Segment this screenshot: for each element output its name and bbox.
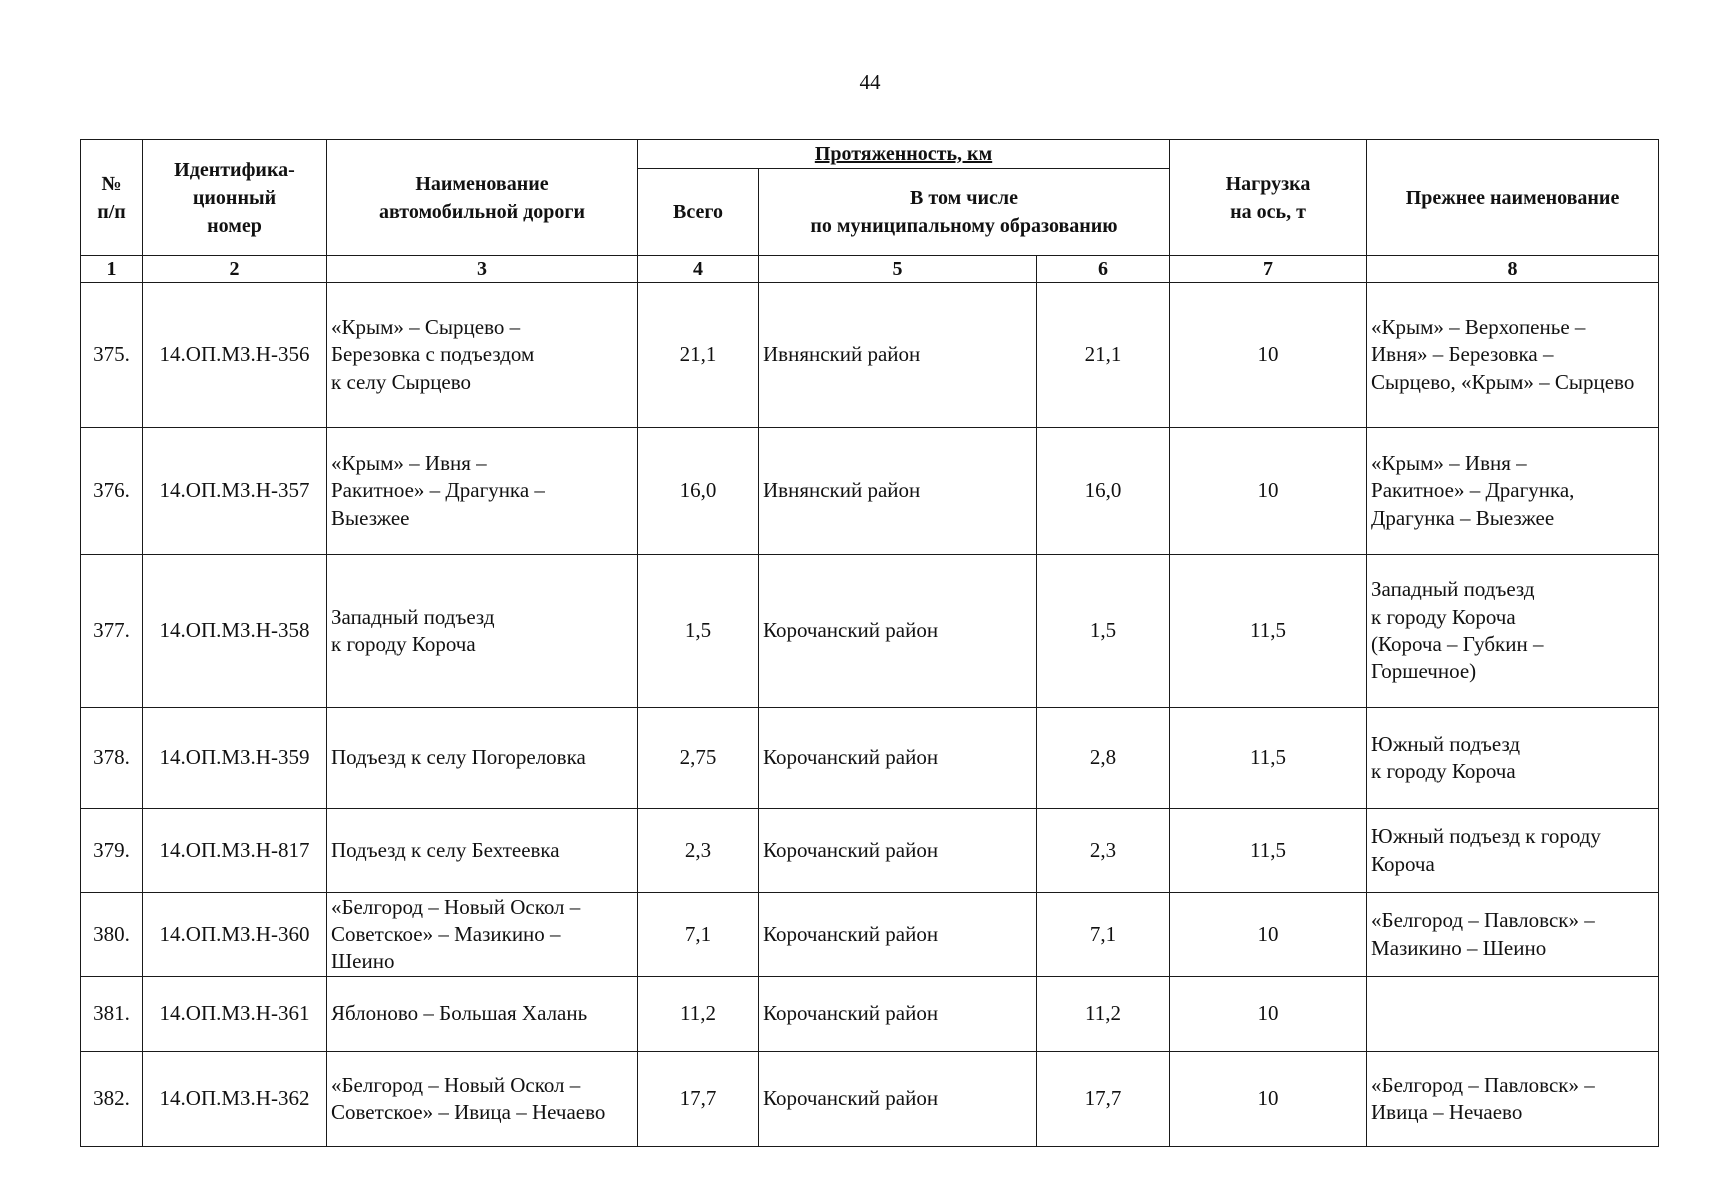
row-district: Корочанский район [759, 893, 1037, 977]
column-number: 6 [1037, 256, 1170, 283]
row-district-length: 2,8 [1037, 708, 1170, 809]
row-total-length: 17,7 [638, 1052, 759, 1147]
header-road-name: Наименование автомобильной дороги [327, 140, 638, 256]
row-identifier: 14.ОП.МЗ.Н-360 [143, 893, 327, 977]
header-municipal: В том числе по муниципальному образованию [759, 169, 1170, 256]
column-number: 8 [1367, 256, 1659, 283]
table-row [81, 977, 1659, 1052]
row-number: 378. [81, 708, 143, 809]
row-district: Корочанский район [759, 555, 1037, 708]
row-total-length: 21,1 [638, 283, 759, 428]
page-number: 44 [859, 70, 881, 94]
row-total-length: 7,1 [638, 893, 759, 977]
table-row [81, 283, 1659, 428]
row-identifier: 14.ОП.МЗ.Н-357 [143, 428, 327, 555]
row-district-length: 2,3 [1037, 809, 1170, 893]
row-axle-load: 10 [1170, 1052, 1367, 1147]
row-identifier: 14.ОП.МЗ.Н-817 [143, 809, 327, 893]
row-axle-load: 10 [1170, 893, 1367, 977]
header-number: № п/п [81, 140, 143, 256]
row-total-length: 16,0 [638, 428, 759, 555]
row-district-length: 1,5 [1037, 555, 1170, 708]
table-row [81, 708, 1659, 809]
header-axle-load: Нагрузка на ось, т [1170, 140, 1367, 256]
table-row [81, 1052, 1659, 1147]
row-total-length: 11,2 [638, 977, 759, 1052]
row-district-length: 17,7 [1037, 1052, 1170, 1147]
row-road-name: Яблоново – Большая Халань [327, 977, 638, 1052]
row-identifier: 14.ОП.МЗ.Н-362 [143, 1052, 327, 1147]
row-axle-load: 10 [1170, 283, 1367, 428]
row-former-name [1367, 977, 1659, 1052]
row-number: 375. [81, 283, 143, 428]
row-district: Корочанский район [759, 809, 1037, 893]
row-former-name: Западный подъезд к городу Короча (Короча – Губкин – Горшечное) [1367, 555, 1659, 708]
header-former-name: Прежнее наименование [1367, 140, 1659, 256]
row-identifier: 14.ОП.МЗ.Н-361 [143, 977, 327, 1052]
table-row [81, 428, 1659, 555]
row-district-length: 16,0 [1037, 428, 1170, 555]
row-road-name: Подъезд к селу Погореловка [327, 708, 638, 809]
row-number: 377. [81, 555, 143, 708]
row-former-name: Южный подъезд к городу Короча [1367, 809, 1659, 893]
row-number: 376. [81, 428, 143, 555]
header-total: Всего [638, 169, 759, 256]
header-length: Протяженность, км [638, 140, 1170, 169]
row-road-name: Западный подъезд к городу Короча [327, 555, 638, 708]
row-axle-load: 10 [1170, 977, 1367, 1052]
row-number: 381. [81, 977, 143, 1052]
row-total-length: 1,5 [638, 555, 759, 708]
row-number: 380. [81, 893, 143, 977]
row-axle-load: 10 [1170, 428, 1367, 555]
row-former-name: «Белгород – Павловск» – Мазикино – Шеино [1367, 893, 1659, 977]
row-district-length: 7,1 [1037, 893, 1170, 977]
row-identifier: 14.ОП.МЗ.Н-358 [143, 555, 327, 708]
row-district: Корочанский район [759, 1052, 1037, 1147]
row-number: 379. [81, 809, 143, 893]
row-total-length: 2,75 [638, 708, 759, 809]
row-road-name: «Белгород – Новый Оскол – Советское» – Ивица – Нечаево [327, 1052, 638, 1147]
row-number: 382. [81, 1052, 143, 1147]
row-former-name: «Крым» – Верхопенье – Ивня» – Березовка – Сырцево, «Крым» – Сырцево [1367, 283, 1659, 428]
row-district: Ивнянский район [759, 428, 1037, 555]
column-number: 1 [81, 256, 143, 283]
table-row [81, 893, 1659, 977]
row-former-name: «Крым» – Ивня – Ракитное» – Драгунка, Драгунка – Выезжее [1367, 428, 1659, 555]
row-axle-load: 11,5 [1170, 809, 1367, 893]
row-road-name: «Крым» – Ивня – Ракитное» – Драгунка – Выезжее [327, 428, 638, 555]
table-row [81, 809, 1659, 893]
row-district: Ивнянский район [759, 283, 1037, 428]
row-former-name: «Белгород – Павловск» – Ивица – Нечаево [1367, 1052, 1659, 1147]
row-district: Корочанский район [759, 977, 1037, 1052]
row-district: Корочанский район [759, 708, 1037, 809]
column-number: 7 [1170, 256, 1367, 283]
header-identifier: Идентифика- ционный номер [143, 140, 327, 256]
row-road-name: Подъезд к селу Бехтеевка [327, 809, 638, 893]
row-total-length: 2,3 [638, 809, 759, 893]
row-former-name: Южный подъезд к городу Короча [1367, 708, 1659, 809]
row-district-length: 11,2 [1037, 977, 1170, 1052]
row-district-length: 21,1 [1037, 283, 1170, 428]
column-number: 5 [759, 256, 1037, 283]
column-number: 3 [327, 256, 638, 283]
column-number: 4 [638, 256, 759, 283]
roads-table [80, 139, 1659, 1147]
row-axle-load: 11,5 [1170, 555, 1367, 708]
column-number: 2 [143, 256, 327, 283]
row-road-name: «Белгород – Новый Оскол – Советское» – Мазикино – Шеино [327, 893, 638, 977]
row-road-name: «Крым» – Сырцево – Березовка с подъездом к селу Сырцево [327, 283, 638, 428]
row-identifier: 14.ОП.МЗ.Н-359 [143, 708, 327, 809]
table-row [81, 555, 1659, 708]
row-axle-load: 11,5 [1170, 708, 1367, 809]
column-numbers-row [81, 256, 1659, 283]
row-identifier: 14.ОП.МЗ.Н-356 [143, 283, 327, 428]
